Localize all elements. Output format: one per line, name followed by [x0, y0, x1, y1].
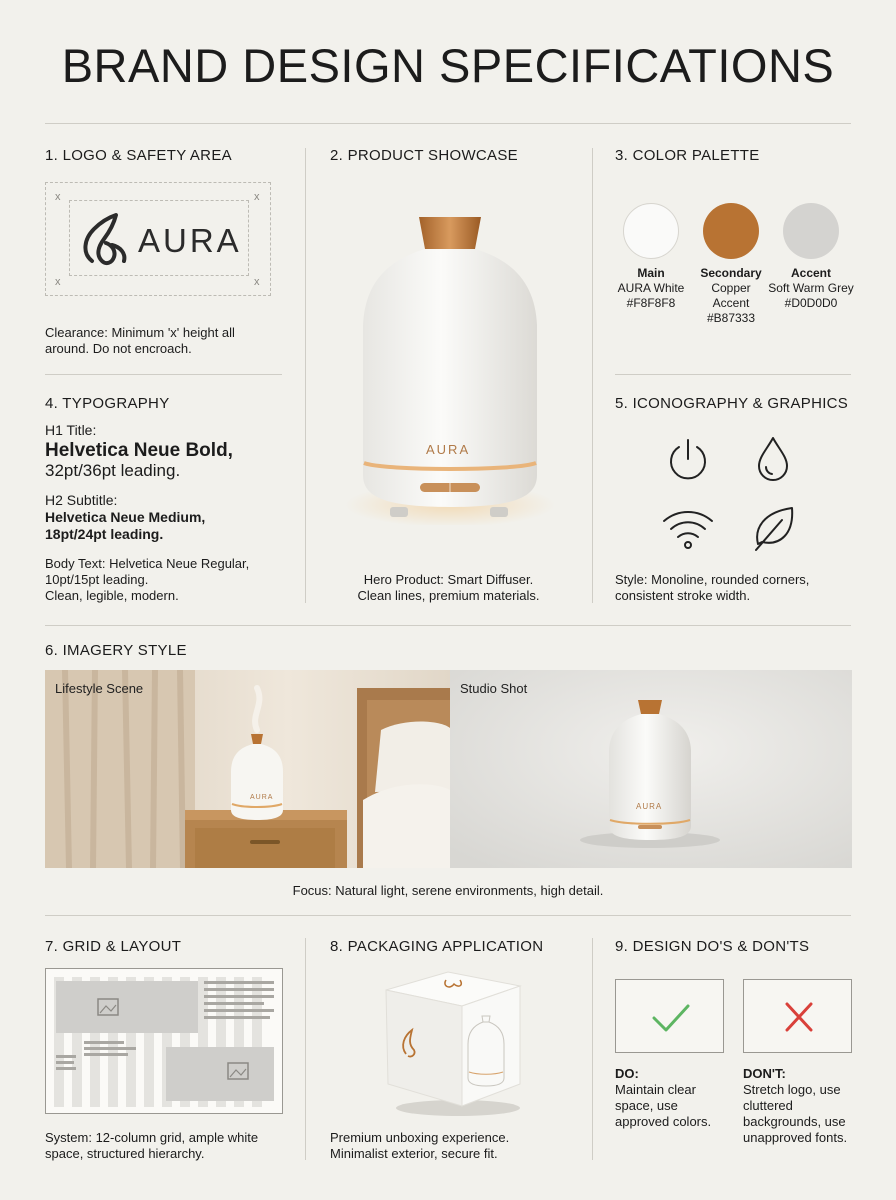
studio-device-label: AURA: [636, 802, 663, 811]
divider: [305, 148, 306, 603]
divider: [592, 938, 593, 1160]
section-title-logo: 1. LOGO & SAFETY AREA: [45, 147, 232, 164]
section-title-typography: 4. TYPOGRAPHY: [45, 395, 170, 412]
product-caption-line1: Hero Product: Smart Diffuser.: [363, 572, 534, 587]
x-marker: x: [55, 191, 61, 203]
h2-font: Helvetica Neue Medium,: [45, 509, 206, 525]
swatch-role: Secondary: [700, 266, 762, 280]
swatch-name: Soft Warm Grey: [768, 281, 854, 295]
device-brand-label: AURA: [426, 442, 471, 457]
swatch-secondary: [703, 203, 759, 259]
grid-note-line1: System: 12-column grid, ample white: [45, 1130, 259, 1145]
x-marker: x: [55, 276, 61, 288]
studio-shot-photo: [450, 670, 852, 868]
swatch-accent: [783, 203, 839, 259]
h1-size: 32pt/36pt leading.: [45, 461, 181, 480]
divider: [45, 374, 282, 375]
cross-icon: [744, 980, 853, 1054]
swatch-hex: #F8F8F8: [626, 296, 676, 310]
leaf-icon: [750, 502, 798, 552]
lifestyle-device-label: AURA: [250, 794, 274, 801]
swatch-name-line1: Copper: [711, 281, 751, 295]
h2-label: H2 Subtitle:: [45, 492, 118, 508]
imagery-caption: Focus: Natural light, serene environments, high detail.: [292, 883, 604, 898]
section-title-packaging: 8. PACKAGING APPLICATION: [330, 938, 544, 955]
smart-diffuser-image: [345, 205, 555, 525]
do-guidance: [615, 1066, 725, 1130]
section-title-imagery: 6. IMAGERY STYLE: [45, 642, 187, 659]
lifestyle-scene-photo: [45, 670, 450, 868]
do-text: Maintain clear space, use approved colors.: [615, 1082, 712, 1129]
lifestyle-scene-graphic: [45, 670, 450, 868]
body-text-line3: Clean, legible, modern.: [45, 588, 179, 603]
section-title-grid: 7. GRID & LAYOUT: [45, 938, 182, 955]
section-title-palette: 3. COLOR PALETTE: [615, 147, 760, 164]
swatch-hex: #D0D0D0: [784, 296, 838, 310]
iconography-note-line2: consistent stroke width.: [615, 588, 751, 603]
aura-leaf-logo-icon: [76, 209, 132, 267]
logo-clearance-note: Clearance: Minimum 'x' height all around. Do not encroach.: [45, 325, 235, 356]
swatch-role: Main: [637, 266, 665, 280]
packaging-note-line1: Premium unboxing experience.: [330, 1130, 510, 1145]
swatch-name: AURA White: [617, 281, 685, 295]
lifestyle-scene-label: Lifestyle Scene: [55, 681, 144, 696]
section-title-dos-donts: 9. DESIGN DO'S & DON'TS: [615, 938, 810, 955]
packaging-box-image: [378, 960, 528, 1118]
h1-font: Helvetica Neue Bold,: [45, 440, 233, 461]
divider: [45, 625, 851, 626]
dont-example-box: [743, 979, 852, 1053]
swatch-accent-label: [761, 266, 861, 311]
body-text-line2: 10pt/15pt leading.: [45, 572, 149, 587]
divider: [305, 938, 306, 1160]
droplet-icon: [755, 435, 791, 483]
swatch-main: [623, 203, 679, 259]
studio-shot-graphic: [450, 670, 852, 868]
page-title: BRAND DESIGN SPECIFICATIONS: [61, 39, 835, 92]
checkmark-icon: [616, 980, 725, 1054]
iconography-note-line1: Style: Monoline, rounded corners,: [615, 572, 810, 587]
product-caption-line2: Clean lines, premium materials.: [357, 588, 540, 603]
body-text-line1: Body Text: Helvetica Neue Regular,: [45, 556, 250, 571]
grid-note-line2: space, structured hierarchy.: [45, 1146, 205, 1161]
power-icon: [665, 437, 711, 483]
x-marker: x: [254, 276, 260, 288]
wifi-icon: [660, 507, 716, 551]
studio-shot-label: Studio Shot: [460, 681, 528, 696]
x-marker: x: [254, 191, 260, 203]
dont-heading: DON'T:: [743, 1066, 786, 1081]
divider: [592, 148, 593, 603]
section-title-iconography: 5. ICONOGRAPHY & GRAPHICS: [615, 395, 849, 412]
aura-wordmark: AURA: [138, 222, 242, 259]
dont-text: Stretch logo, use cluttered backgrounds, use unapproved fonts.: [743, 1082, 848, 1145]
divider: [45, 123, 851, 124]
divider: [45, 915, 851, 916]
swatch-role: Accent: [790, 266, 831, 280]
h1-label: H1 Title:: [45, 422, 97, 438]
grid-wireframe-graphic: [46, 969, 283, 1114]
do-example-box: [615, 979, 724, 1053]
swatch-name-line2: Accent: [712, 296, 750, 310]
swatch-hex: #B87333: [706, 311, 756, 325]
section-title-product: 2. PRODUCT SHOWCASE: [330, 147, 518, 164]
grid-layout-wireframe: [45, 968, 283, 1114]
h2-size: 18pt/24pt leading.: [45, 526, 164, 542]
do-heading: DO:: [615, 1066, 639, 1081]
divider: [615, 374, 851, 375]
dont-guidance: [743, 1066, 858, 1146]
packaging-note-line2: Minimalist exterior, secure fit.: [330, 1146, 498, 1161]
